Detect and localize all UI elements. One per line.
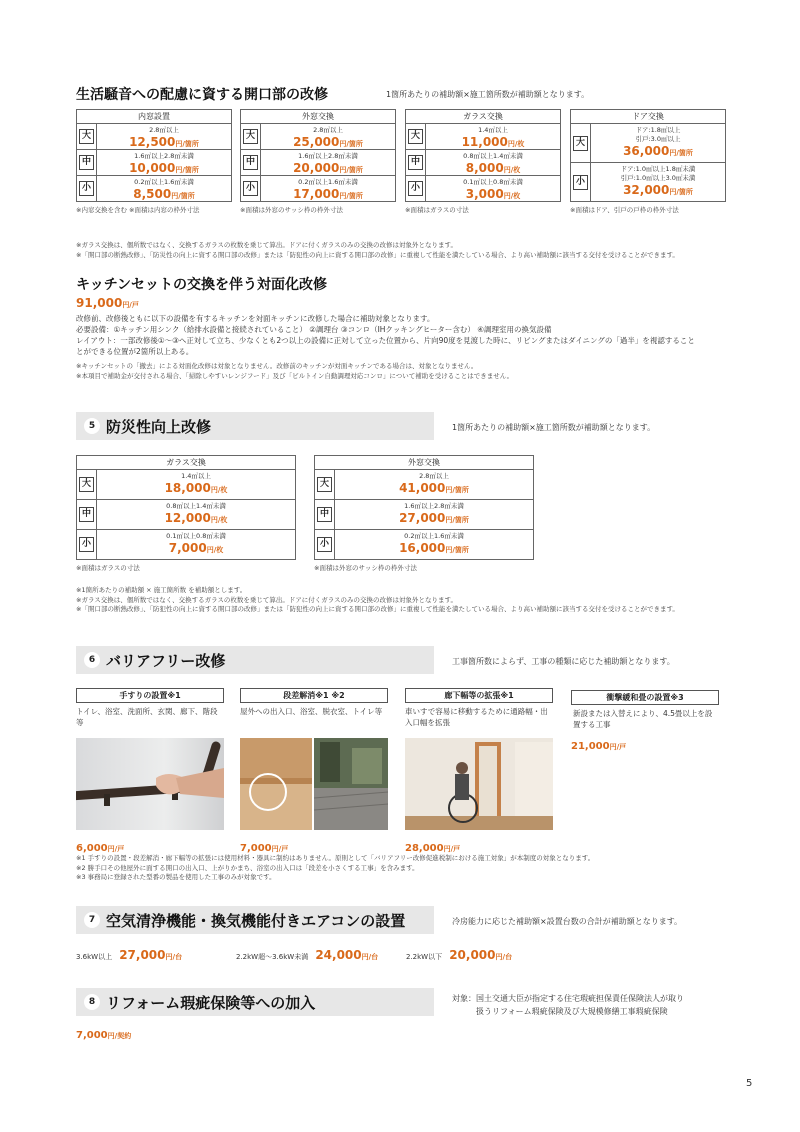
card-price: 28,000 xyxy=(405,843,444,854)
sec8-note xyxy=(452,992,684,1018)
price-value xyxy=(591,144,725,160)
table-header: ガラス交換 xyxy=(76,455,296,470)
table-header: ドア交換 xyxy=(570,109,726,124)
sec5-note: 1箇所あたりの補助額×施工箇所数が補助額となります。 xyxy=(452,423,656,432)
size-condition: 引戸:3.0㎡以上 xyxy=(635,135,681,143)
price-unit: 円/箇所 xyxy=(175,140,199,148)
size-cell xyxy=(77,150,97,175)
aircon-item xyxy=(406,944,512,963)
size-badge: 大 xyxy=(408,129,423,144)
page-number: 5 xyxy=(746,1078,753,1089)
size-badge: 中 xyxy=(243,155,258,170)
card-header: 段差解消※1 ※2 xyxy=(240,688,388,703)
size-cell xyxy=(315,500,335,529)
barrier-card-tatami xyxy=(571,690,719,753)
price-unit: 円/箇所 xyxy=(339,192,363,200)
table-row xyxy=(570,163,726,202)
card-unit: 円/戸 xyxy=(609,743,627,751)
barrier-card-hallway xyxy=(405,688,553,728)
table-row xyxy=(405,176,561,202)
price-unit: 円/箇所 xyxy=(175,166,199,174)
price-amount: 20,000 xyxy=(293,161,340,175)
price-amount: 27,000 xyxy=(399,511,446,525)
handrail-photo xyxy=(76,738,224,830)
sec8-note-line: 扱うリフォーム瑕疵保険及び大規模修繕工事瑕疵保険 xyxy=(476,1007,668,1016)
size-condition: 0.2㎡以上1.6㎡未満 xyxy=(134,178,194,186)
sec6-note: 工事箇所数によらず、工事の種類に応じた補助額となります。 xyxy=(452,657,675,666)
table-row xyxy=(405,124,561,150)
note-line: ※1 手すりの設置・段差解消・廊下幅等の拡張には使用材料・器具に制約はありません。原則として「バリアフリー改修促進税制における施工対象」が本制度の対象となります。 xyxy=(76,854,595,862)
price-table xyxy=(405,109,561,214)
card-price-block xyxy=(240,836,288,855)
price-value xyxy=(97,187,231,203)
price-cell xyxy=(591,124,725,162)
card-header: 手すりの設置※1 xyxy=(76,688,224,703)
card-unit: 円/戸 xyxy=(443,845,461,853)
aircon-unit: 円/台 xyxy=(165,953,183,961)
card-price: 6,000 xyxy=(76,843,108,854)
size-condition: 2.8㎡以上 xyxy=(149,126,179,134)
note-line: ※「開口部の断熱改修」、「防犯性の向上に資する開口部の改修」または「防犯性の向上に資する開口部の改修」に重複して性能を満たしている場合、より高い補助額に該当する交付を受けることができます。 xyxy=(76,605,679,613)
sec8-note-label: 対象： xyxy=(452,994,476,1003)
price-value xyxy=(335,541,533,557)
aircon-price: 24,000 xyxy=(315,948,362,962)
price-value xyxy=(97,135,231,151)
size-condition: 0.2㎡以上1.6㎡未満 xyxy=(298,178,358,186)
price-value xyxy=(261,135,395,151)
price-table xyxy=(76,109,232,214)
size-badge: 大 xyxy=(79,129,94,144)
table-header: 外窓交換 xyxy=(314,455,534,470)
price-value xyxy=(426,135,560,151)
price-amount: 3,000 xyxy=(465,187,504,201)
aircon-price: 20,000 xyxy=(449,948,496,962)
kitchen-price-block xyxy=(76,292,139,311)
price-amount: 25,000 xyxy=(293,135,340,149)
price-value xyxy=(261,187,395,203)
aircon-item xyxy=(76,944,182,963)
size-cell xyxy=(406,124,426,149)
table-header: 外窓交換 xyxy=(240,109,396,124)
kitchen-unit: 円/戸 xyxy=(122,301,139,309)
kitchen-price: 91,000 xyxy=(76,296,123,310)
size-condition: 1.4㎡以上 xyxy=(181,472,211,480)
section-title: 空気清浄機能・換気機能付きエアコンの設置 xyxy=(106,911,406,930)
size-condition: 1.6㎡以上2.8㎡未満 xyxy=(134,152,194,160)
kitchen-body-line: 必要設備：①キッチン用シンク（給排水設備と接続されていること） ②調理台 ③コンロ（IHクッキングヒーター含む） ④調理室用の換気設備 xyxy=(76,325,552,334)
sec6-notes xyxy=(76,854,756,883)
size-badge: 中 xyxy=(408,155,423,170)
kitchen-title: キッチンセットの交換を伴う対面化改修 xyxy=(76,277,328,293)
table-header: 内窓設置 xyxy=(76,109,232,124)
price-value xyxy=(97,511,295,527)
price-amount: 12,500 xyxy=(129,135,176,149)
price-value xyxy=(97,481,295,497)
table-row xyxy=(405,150,561,176)
price-amount: 32,000 xyxy=(623,183,670,197)
section-banner-7 xyxy=(76,906,434,934)
size-condition: 0.2㎡以上1.6㎡未満 xyxy=(404,532,464,540)
card-unit: 円/戸 xyxy=(107,845,125,853)
card-header: 衝撃緩和畳の設置※3 xyxy=(571,690,719,705)
section-title: リフォーム瑕疵保険等への加入 xyxy=(106,993,316,1012)
note-line: ※1箇所あたりの補助額 × 施工箇所数 を補助額とします。 xyxy=(76,586,247,594)
kitchen-body-line: 改修前、改修後ともに以下の設備を有するキッチンを対面キッチンに改修した場合に補助対象となります。 xyxy=(76,314,435,323)
card-price: 7,000 xyxy=(240,843,272,854)
table-row xyxy=(314,530,534,560)
price-unit: 円/箇所 xyxy=(339,166,363,174)
size-badge: 小 xyxy=(79,181,94,196)
barrier-card-handrail xyxy=(76,688,224,728)
size-cell xyxy=(77,124,97,149)
size-badge: 小 xyxy=(408,181,423,196)
card-price-block xyxy=(571,734,719,753)
card-price-block xyxy=(405,836,460,855)
price-value xyxy=(261,161,395,177)
table-row xyxy=(76,176,232,202)
price-unit: 円/枚 xyxy=(503,192,521,200)
size-badge: 大 xyxy=(317,477,332,492)
section-title: 防災性向上改修 xyxy=(106,417,212,436)
card-unit: 円/戸 xyxy=(271,845,289,853)
price-value xyxy=(335,481,533,497)
price-value xyxy=(591,183,725,199)
table-footnote: ※面積は外窓のサッシ枠の枠外寸法 xyxy=(314,564,417,572)
price-cell xyxy=(426,150,560,175)
table-footnote: ※内窓交換を含む ※面積は内窓の枠外寸法 xyxy=(76,206,200,214)
sec8-price: 7,000 xyxy=(76,1030,108,1041)
price-value xyxy=(426,161,560,177)
sec8-unit: 円/契約 xyxy=(107,1032,132,1040)
price-amount: 11,000 xyxy=(461,135,508,149)
price-table xyxy=(314,455,534,572)
kitchen-body-line: レイアウト：一部改修後①～③へ正対して立ち、少なくとも2つ以上の設備に正対して立った位置から、片向90度を見渡した時に、リビングまたはダイニングの「過半」を視認すること xyxy=(76,336,695,345)
sec8-note-line: 国土交通大臣が指定する住宅瑕疵担保責任保険法人が取り xyxy=(476,994,684,1003)
kitchen-body xyxy=(76,313,756,357)
price-unit: 円/枚 xyxy=(210,486,228,494)
aircon-unit: 円/台 xyxy=(361,953,379,961)
table-footnote: ※面積はドア、引戸の戸枠の枠外寸法 xyxy=(570,206,679,214)
price-value xyxy=(426,187,560,203)
price-amount: 18,000 xyxy=(164,481,211,495)
aircon-label: 2.2kW以下 xyxy=(406,953,443,961)
price-cell xyxy=(97,176,231,201)
size-badge: 中 xyxy=(79,507,94,522)
table-row xyxy=(240,176,396,202)
price-amount: 10,000 xyxy=(129,161,176,175)
note-line: ※ガラス交換は、個所数ではなく、交換するガラスの枚数を乗じて算出。ドアに付くガラスのみの交換の改修は対象外となります。 xyxy=(76,241,458,249)
table-row xyxy=(314,500,534,530)
table-row xyxy=(76,470,296,500)
size-cell xyxy=(241,150,261,175)
price-cell xyxy=(426,124,560,149)
hallway-photo xyxy=(405,738,553,830)
price-unit: 円/枚 xyxy=(210,516,228,524)
size-condition: 0.8㎡以上1.4㎡未満 xyxy=(166,502,226,510)
price-table xyxy=(240,109,396,214)
size-condition: 2.8㎡以上 xyxy=(313,126,343,134)
card-price-block xyxy=(76,836,124,855)
section-number: 7 xyxy=(84,912,100,928)
price-amount: 12,000 xyxy=(164,511,211,525)
price-unit: 円/枚 xyxy=(503,166,521,174)
table-footnote: ※面積はガラスの寸法 xyxy=(76,564,140,572)
section-number: 8 xyxy=(84,994,100,1010)
aircon-label: 2.2kW超～3.6kW未満 xyxy=(236,953,309,961)
size-badge: 大 xyxy=(573,136,588,151)
aircon-unit: 円/台 xyxy=(495,953,513,961)
size-cell xyxy=(77,470,97,499)
section-banner-8 xyxy=(76,988,434,1016)
price-unit: 円/箇所 xyxy=(445,486,469,494)
size-badge: 大 xyxy=(79,477,94,492)
handrail-illustration xyxy=(76,738,224,830)
opening-note: 1箇所あたりの補助額×施工箇所数が補助額となります。 xyxy=(386,90,590,99)
size-badge: 小 xyxy=(573,175,588,190)
sec5-notes xyxy=(76,586,756,615)
price-amount: 36,000 xyxy=(623,144,670,158)
price-unit: 円/箇所 xyxy=(669,149,693,157)
table-row xyxy=(76,150,232,176)
section-banner-6 xyxy=(76,646,434,674)
price-value xyxy=(97,161,231,177)
size-cell xyxy=(571,124,591,162)
size-cell xyxy=(315,530,335,559)
table-row xyxy=(76,124,232,150)
price-cell xyxy=(97,150,231,175)
note-line: ※2 勝手口その他屋外に面する開口の出入口、上がりかまち、浴室の出入口は「段差を小さくする工事」を含みます。 xyxy=(76,863,419,872)
price-cell xyxy=(261,124,395,149)
opening-title: 生活騒音への配慮に資する開口部の改修 xyxy=(76,87,328,103)
section-banner-5 xyxy=(76,412,434,440)
aircon-label: 3.6kW以上 xyxy=(76,953,113,961)
size-badge: 小 xyxy=(317,537,332,552)
sec8-price-block xyxy=(76,1023,131,1042)
size-cell xyxy=(77,530,97,559)
note-line: ※「開口部の断熱改修」、「防災性の向上に資する開口部の改修」または「防犯性の向上に資する開口部の改修」に重複して性能を満たしている場合、より高い補助額に該当する交付を受けることができます。 xyxy=(76,250,679,259)
size-condition: 0.1㎡以上0.8㎡未満 xyxy=(166,532,226,540)
table-header: ガラス交換 xyxy=(405,109,561,124)
table-footnote: ※面積はガラスの寸法 xyxy=(405,206,469,214)
price-table xyxy=(76,455,296,572)
table-footnote: ※面積は外窓のサッシ枠の枠外寸法 xyxy=(240,206,343,214)
kitchen-body-line: とができる位置が2箇所以上ある。 xyxy=(76,347,194,356)
size-condition: 1.6㎡以上2.8㎡未満 xyxy=(404,502,464,510)
size-cell xyxy=(241,124,261,149)
sec7-note: 冷房能力に応じた補助額×設置台数の合計が補助額となります。 xyxy=(452,917,683,926)
price-cell xyxy=(426,176,560,201)
price-cell xyxy=(335,500,533,529)
section-number: 5 xyxy=(84,418,100,434)
price-amount: 41,000 xyxy=(399,481,446,495)
size-cell xyxy=(571,163,591,201)
size-condition: ドア:1.0㎡以上1.8㎡未満 xyxy=(620,165,696,173)
card-desc: 車いすで容易に移動するために通路幅・出入口幅を拡張 xyxy=(405,707,548,727)
price-cell xyxy=(97,500,295,529)
price-amount: 8,500 xyxy=(133,187,172,201)
size-cell xyxy=(241,176,261,201)
step-photo xyxy=(240,738,388,830)
note-line: ※3 事務局に登録された型番の製品を使用した工事のみが対象です。 xyxy=(76,873,276,881)
price-table xyxy=(570,109,726,214)
price-unit: 円/枚 xyxy=(507,140,525,148)
size-condition: 2.8㎡以上 xyxy=(419,472,449,480)
price-value xyxy=(97,541,295,557)
size-condition: ドア:1.8㎡以上 xyxy=(635,126,681,134)
price-cell xyxy=(335,530,533,559)
price-amount: 17,000 xyxy=(293,187,340,201)
price-unit: 円/箇所 xyxy=(669,188,693,196)
price-unit: 円/箇所 xyxy=(445,546,469,554)
price-cell xyxy=(591,163,725,201)
price-cell xyxy=(97,530,295,559)
price-amount: 8,000 xyxy=(465,161,504,175)
hallway-illustration xyxy=(405,738,553,830)
price-value xyxy=(335,511,533,527)
size-badge: 小 xyxy=(79,537,94,552)
price-cell xyxy=(261,176,395,201)
table-row xyxy=(314,470,534,500)
section-title: バリアフリー改修 xyxy=(106,651,226,670)
size-condition: 1.6㎡以上2.8㎡未満 xyxy=(298,152,358,160)
size-badge: 大 xyxy=(243,129,258,144)
size-badge: 中 xyxy=(317,507,332,522)
price-cell xyxy=(97,124,231,149)
note-line: ※キッチンセットの「撤去」による対面化改修は対象となりません。改修前のキッチンが対面キッチンである場合は、対象となりません。 xyxy=(76,362,478,370)
size-condition: 0.1㎡以上0.8㎡未満 xyxy=(463,178,523,186)
step-illustration xyxy=(240,738,388,830)
size-badge: 小 xyxy=(243,181,258,196)
size-cell xyxy=(406,150,426,175)
size-cell xyxy=(77,176,97,201)
table-row xyxy=(76,500,296,530)
price-cell xyxy=(97,470,295,499)
card-header: 廊下幅等の拡張※1 xyxy=(405,688,553,703)
table-row xyxy=(240,150,396,176)
size-condition: 引戸:1.0㎡以上3.0㎡未満 xyxy=(620,174,696,182)
card-desc: トイレ、浴室、洗面所、玄関、廊下、階段等 xyxy=(76,707,218,727)
card-price: 21,000 xyxy=(571,741,610,752)
note-line: ※ガラス交換は、個所数ではなく、交換するガラスの枚数を乗じて算出。ドアに付くガラスのみの交換の改修は対象外となります。 xyxy=(76,595,458,604)
card-desc: 新設または入替えにより、4.5畳以上を設置する工事 xyxy=(573,709,713,729)
size-cell xyxy=(315,470,335,499)
table-row xyxy=(240,124,396,150)
section-number: 6 xyxy=(84,652,100,668)
price-unit: 円/枚 xyxy=(206,546,224,554)
aircon-item xyxy=(236,944,378,963)
barrier-card-step xyxy=(240,688,388,717)
table-row xyxy=(570,124,726,163)
table-row xyxy=(76,530,296,560)
card-desc: 屋外への出入口、浴室、脱衣室、トイレ等 xyxy=(240,707,383,716)
price-amount: 16,000 xyxy=(399,541,446,555)
price-cell xyxy=(335,470,533,499)
size-badge: 中 xyxy=(79,155,94,170)
opening-notes xyxy=(76,241,756,260)
size-cell xyxy=(77,500,97,529)
price-cell xyxy=(261,150,395,175)
price-unit: 円/箇所 xyxy=(171,192,195,200)
price-unit: 円/箇所 xyxy=(339,140,363,148)
size-cell xyxy=(406,176,426,201)
size-condition: 0.8㎡以上1.4㎡未満 xyxy=(463,152,523,160)
size-condition: 1.4㎡以上 xyxy=(478,126,508,134)
price-unit: 円/箇所 xyxy=(445,516,469,524)
aircon-price: 27,000 xyxy=(119,948,166,962)
kitchen-notes xyxy=(76,362,756,381)
price-amount: 7,000 xyxy=(168,541,207,555)
note-line: ※本項目で補助金が交付される場合、「掃除しやすいレンジフード」及び「ビルトイン自動調理対応コンロ」について補助を受けることはできません。 xyxy=(76,371,514,380)
